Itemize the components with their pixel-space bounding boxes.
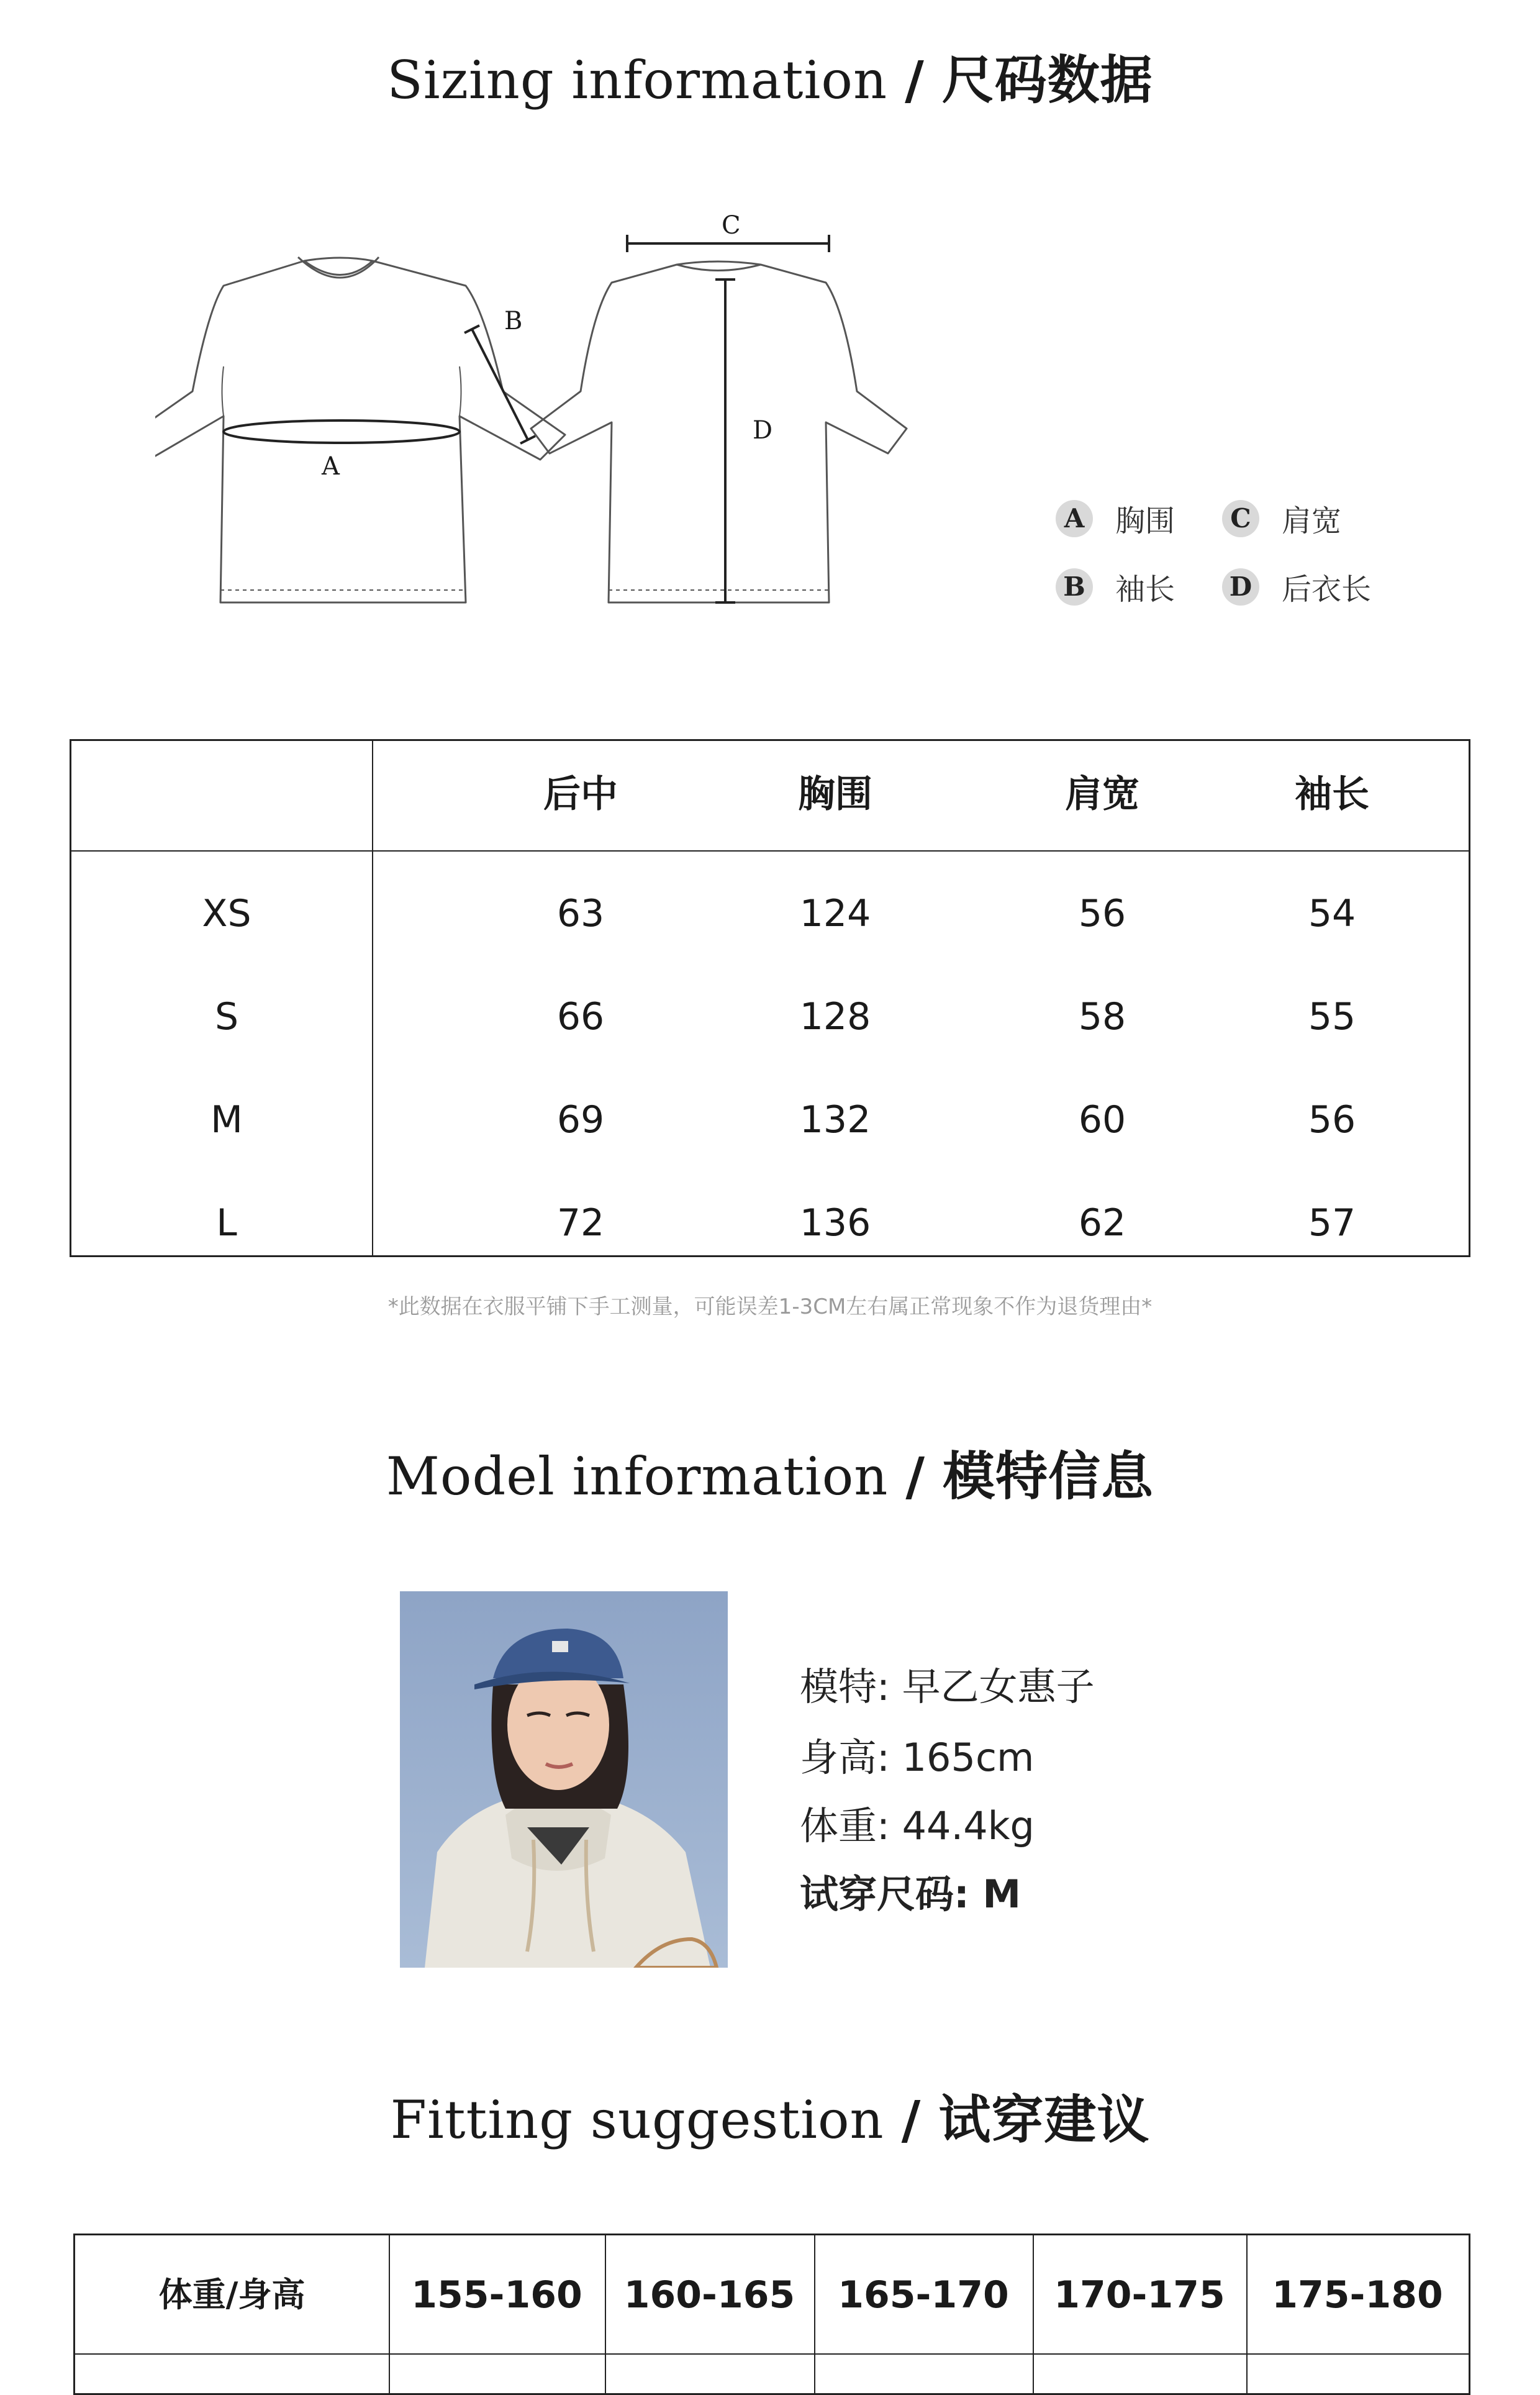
legend-item-d [1222, 565, 1371, 608]
size-table-cell: 56 [1078, 892, 1126, 935]
legend-item-b [1056, 565, 1175, 608]
fitting-header: 160-165 [623, 2273, 795, 2317]
model-info-label: 体重: [800, 1803, 890, 1848]
sizing-title-en: Sizing information [387, 50, 888, 111]
size-table-header: 后中 [543, 773, 618, 816]
size-table-header: 胸围 [798, 773, 872, 816]
diagram-label-c: C [722, 211, 741, 240]
fitting-header: 170-175 [1054, 2273, 1225, 2317]
legend-badge-b: B [1056, 568, 1093, 606]
front-tee-outline [155, 258, 565, 602]
size-table-cell: S [214, 995, 239, 1038]
diagram-label-d: D [753, 416, 773, 445]
size-table-cell: 124 [799, 892, 871, 935]
size-table-divider-v [372, 741, 373, 1255]
model-info-value: 早乙女惠子 [902, 1664, 1095, 1709]
size-table-cell: 132 [799, 1098, 871, 1142]
model-info-value: 165cm [902, 1735, 1035, 1780]
legend-badge-d: D [1222, 568, 1259, 606]
sizing-title-sep: / [905, 50, 925, 111]
size-table-header: 肩宽 [1065, 773, 1139, 816]
legend-badge-c: C [1222, 500, 1259, 537]
size-table-header: 袖长 [1295, 773, 1369, 816]
size-table-cell: 69 [556, 1098, 605, 1142]
size-table-cell: 62 [1078, 1201, 1126, 1245]
model-title-en: Model information [386, 1446, 889, 1507]
model-info-weight [800, 1801, 1035, 1851]
model-info-height [800, 1733, 1034, 1783]
fitting-title-zh: 试穿建议 [938, 2089, 1150, 2150]
size-table-cell: 57 [1308, 1201, 1356, 1245]
model-title [0, 1435, 1540, 1510]
model-info-label: 试穿尺码: [800, 1871, 969, 1917]
model-photo [400, 1591, 728, 1968]
diagram-label-a: A [322, 452, 340, 481]
fitting-table-divider-h [75, 2353, 1469, 2355]
legend-label-b: 袖长 [1115, 572, 1175, 607]
size-table-cell: XS [202, 892, 251, 935]
size-table-cell: 136 [799, 1201, 871, 1245]
fitting-header: 175-180 [1272, 2273, 1443, 2317]
fitting-title [0, 2078, 1540, 2153]
size-table-cell: 63 [556, 892, 605, 935]
fitting-header: 155-160 [411, 2273, 582, 2317]
size-table-cell: 66 [556, 995, 605, 1038]
sizing-footnote: *此数据在衣服平铺下手工测量，可能误差1-3CM左右属正常现象不作为退货理由* [387, 1294, 1153, 1319]
legend-badge-a: A [1056, 500, 1093, 537]
model-info-value: 44.4kg [902, 1803, 1035, 1848]
size-table-cell: L [216, 1201, 237, 1245]
fitting-title-en: Fitting suggestion [390, 2089, 884, 2150]
legend-label-d: 后衣长 [1282, 572, 1372, 607]
size-table-cell: 60 [1078, 1098, 1126, 1142]
legend-item-c [1222, 497, 1341, 540]
garment-diagram [155, 205, 925, 627]
sizing-title-zh: 尺码数据 [941, 50, 1153, 111]
size-table-cell: 128 [799, 995, 871, 1038]
model-info-value: M [982, 1871, 1021, 1917]
size-table [70, 739, 1470, 1257]
fitting-header: 体重/身高 [158, 2275, 306, 2314]
legend-item-a [1056, 497, 1175, 540]
model-info-name [800, 1662, 1095, 1712]
size-table-cell: 54 [1308, 892, 1356, 935]
size-table-divider-h [71, 850, 1469, 852]
diagram-label-b: B [504, 307, 523, 335]
sleeve-measure-line [472, 329, 528, 440]
size-table-cell: 55 [1308, 995, 1356, 1038]
fitting-header: 165-170 [838, 2273, 1009, 2317]
size-table-cell: M [211, 1098, 243, 1142]
chest-measure-ellipse [224, 420, 460, 443]
model-title-zh: 模特信息 [943, 1446, 1154, 1507]
back-tee-outline [531, 261, 907, 602]
model-title-sep: / [905, 1446, 926, 1507]
model-info-label: 身高: [800, 1735, 890, 1780]
size-table-cell: 56 [1308, 1098, 1356, 1142]
legend-label-c: 肩宽 [1282, 504, 1342, 539]
size-table-cell: 58 [1078, 995, 1126, 1038]
legend-label-a: 胸围 [1115, 504, 1175, 539]
sizing-title [0, 39, 1540, 114]
fitting-title-sep: / [901, 2089, 922, 2150]
model-info-size [800, 1870, 1021, 1919]
fitting-table [73, 2234, 1470, 2395]
model-info-label: 模特: [800, 1664, 890, 1709]
size-table-cell: 72 [556, 1201, 605, 1245]
